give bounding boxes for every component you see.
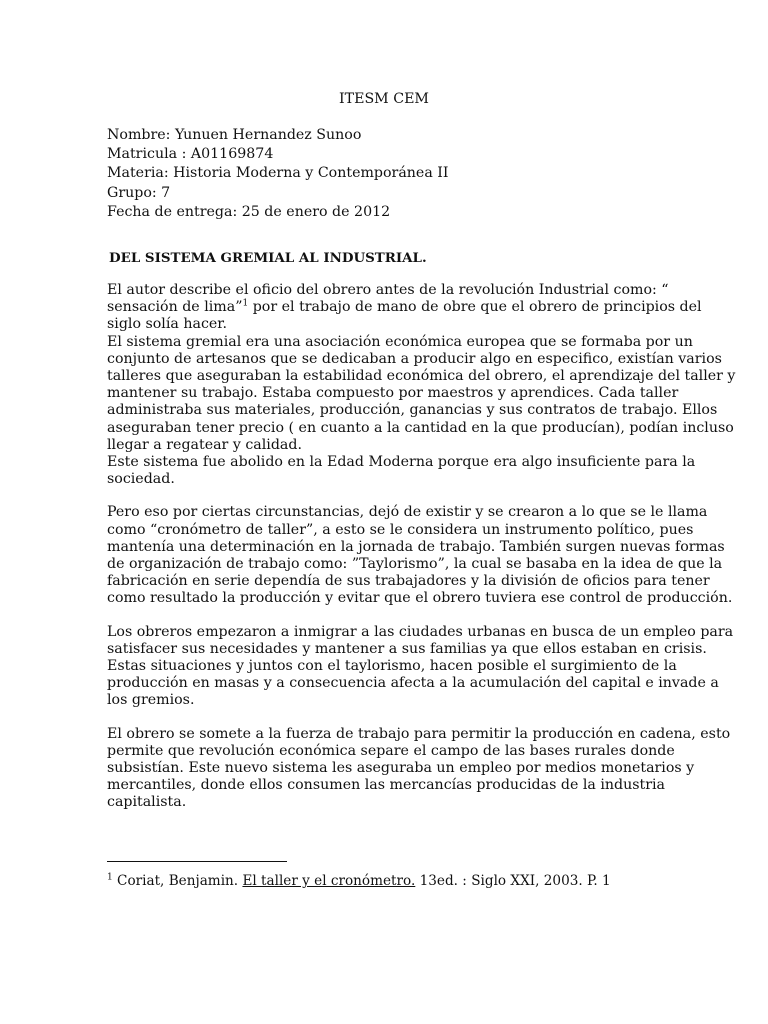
text-line: llegar a regatear y calidad. — [107, 436, 302, 453]
text-line: Pero eso por ciertas circunstancias, dejó de existir y se crearon a lo que se le llama — [107, 504, 708, 521]
text-line: producción en masas y a consecuencia afecta a la acumulación del capital e invade a — [107, 675, 719, 692]
text-line: como “cronómetro de taller”, a esto se le considera un instrumento político, pues — [107, 521, 694, 538]
section-heading: DEL SISTEMA GREMIAL AL INDUSTRIAL. — [109, 250, 427, 266]
text-line: como resultado la producción y evitar que el obrero tuviera ese control de producción. — [107, 590, 733, 607]
paragraph-1 — [107, 282, 736, 488]
text-line: El sistema gremial era una asociación económica europea que se formaba por un — [107, 333, 693, 350]
text-line: los gremios. — [107, 692, 195, 709]
group-number: Grupo: 7 — [107, 184, 171, 201]
paragraph-3 — [107, 623, 734, 710]
footnote-number: 1 — [107, 872, 113, 883]
footnote-author: Coriat, Benjamin. — [112, 873, 243, 889]
text-line — [107, 298, 702, 316]
footnote-reference: 1 — [242, 298, 249, 309]
text-line: mantener su trabajo. Estaba compuesto por maestros y aprendices. Cada taller — [107, 385, 679, 402]
institution-header: ITESM CEM — [339, 91, 429, 107]
text-line: capitalista. — [107, 794, 187, 811]
student-id: Matricula : A01169874 — [107, 146, 274, 163]
course-name: Materia: Historia Moderna y Contemporánea II — [107, 165, 449, 182]
student-info — [107, 126, 449, 222]
footnote — [107, 872, 611, 890]
text-line: talleres que aseguraban la estabilidad económica del obrero, el aprendizaje del taller y — [107, 368, 736, 385]
text-line: permite que revolución económica separe el campo de las bases rurales donde — [107, 742, 675, 759]
text-line: aseguraban tener precio ( en cuanto a la cantidad en la que producían), podían incluso — [107, 419, 734, 436]
due-date: Fecha de entrega: 25 de enero de 2012 — [107, 203, 391, 220]
text-line: Este sistema fue abolido en la Edad Moderna porque era algo insuficiente para la — [107, 454, 696, 471]
paragraph-4 — [107, 725, 731, 812]
text-line: sociedad. — [107, 471, 175, 488]
text-line: mantenía una determinación en la jornada de trabajo. También surgen nuevas formas — [107, 538, 725, 555]
text-line: Estas situaciones y juntos con el taylorismo, hacen posible el surgimiento de la — [107, 658, 677, 675]
text-line: El obrero se somete a la fuerza de trabajo para permitir la producción en cadena, esto — [107, 725, 731, 742]
text-line: subsistían. Este nuevo sistema les aseguraba un empleo por medios monetarios y — [107, 760, 695, 777]
text-line: fabricación en serie dependía de sus trabajadores y la división de oficios para tener — [107, 573, 710, 590]
footnote-book-title: El taller y el cronómetro. — [242, 873, 416, 889]
essay-body — [107, 282, 736, 812]
footnote-separator — [107, 861, 287, 862]
text-fragment: sensación de lima” — [107, 299, 243, 316]
text-fragment: por el trabajo de mano de obre que el obrero de principios del — [248, 299, 702, 316]
text-line: mercantiles, donde ellos consumen las mercancías producidas de la industria — [107, 777, 666, 794]
student-name: Nombre: Yunuen Hernandez Sunoo — [107, 127, 362, 143]
text-line: siglo solía hacer. — [107, 316, 228, 333]
text-line: conjunto de artesanos que se dedicaban a producir algo en especifico, existían varios — [107, 350, 722, 367]
text-line: Los obreros empezaron a inmigrar a las ciudades urbanas en busca de un empleo para — [107, 623, 734, 640]
text-line: de organización de trabajo como: ”Taylorismo”, la cual se basaba en la idea de que la — [107, 556, 723, 573]
text-line: El autor describe el oficio del obrero antes de la revolución Industrial como: “ — [107, 282, 669, 298]
text-line: satisfacer sus necesidades y mantener a sus familias ya que ellos estaban en crisis. — [107, 640, 707, 657]
text-line: administraba sus materiales, producción, ganancias y sus contratos de trabajo. Ellos — [107, 402, 718, 419]
footnote-publication: 13ed. : Siglo XXI, 2003. P. 1 — [415, 873, 611, 889]
paragraph-2 — [107, 504, 733, 607]
